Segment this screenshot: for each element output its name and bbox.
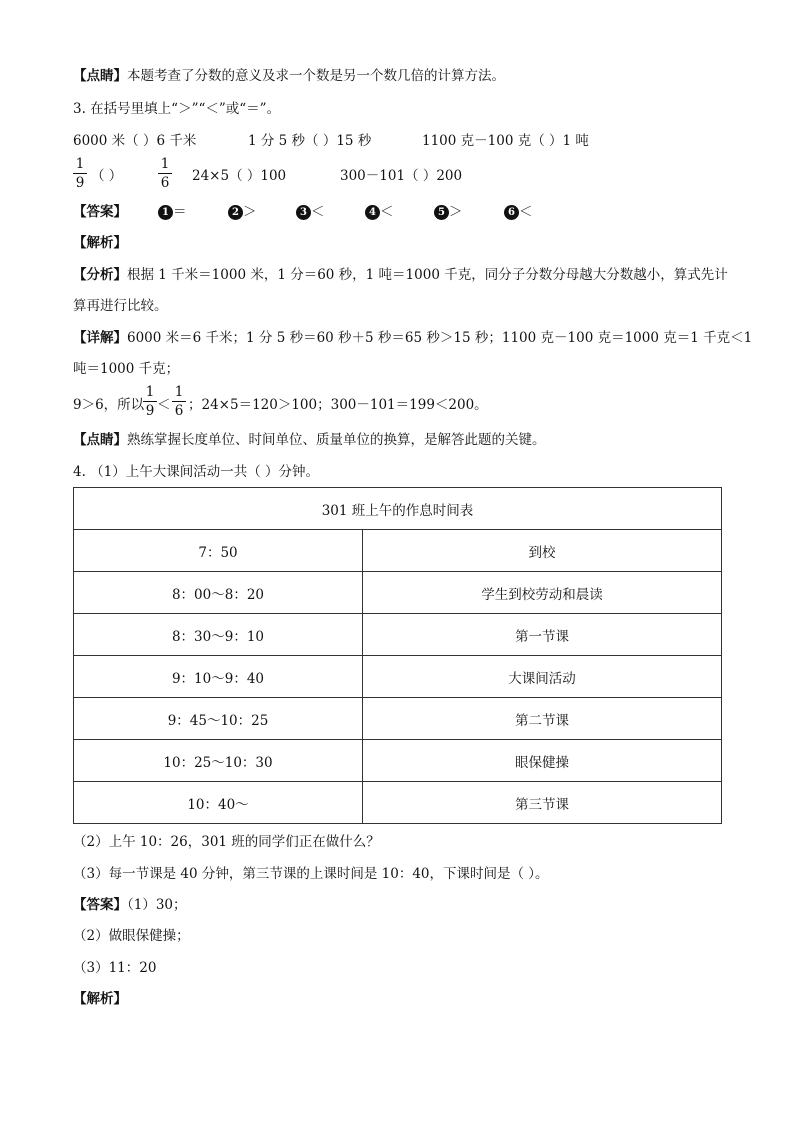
detail-fraction-one-ninth (143, 384, 157, 419)
detail-less-than: ＜ (157, 397, 171, 413)
fraction-numerator: 1 (160, 156, 170, 172)
time-cell: 9：45～10：25 (74, 698, 363, 740)
fraction-denominator: 9 (75, 175, 85, 191)
q3-detail-line-3-pre: 9＞6，所以 (73, 397, 145, 413)
answer-symbol: ＜ (380, 204, 394, 220)
fraction-bar (172, 401, 186, 402)
answer-symbol: ＞ (449, 204, 463, 220)
answer-label: 【答案】 (73, 204, 127, 220)
q2-tip-line (73, 67, 505, 85)
table-title-row (74, 488, 722, 530)
time-cell: 9：10～9：40 (74, 656, 363, 698)
activity-cell: 学生到校劳动和晨读 (363, 572, 722, 614)
fraction-numerator: 1 (174, 384, 184, 400)
fraction-bar (158, 173, 172, 174)
q4-sub3: （3）每一节课是 40 分钟，第三节课的上课时间是 10：40，下课时间是（ ）。 (73, 866, 549, 882)
q3-item-5: 24×5（ ）100 (192, 168, 287, 184)
q4-jiexi-label: 【解析】 (73, 991, 127, 1007)
answer-symbol: ＜ (519, 204, 533, 220)
answer-6 (504, 203, 533, 221)
answer-text: （1）30； (127, 897, 187, 913)
table-row (74, 698, 722, 740)
circled-number: 1 (158, 205, 173, 220)
circled-number: 6 (504, 205, 519, 220)
circled-number: 5 (434, 205, 449, 220)
tip-label: 【点睛】 (73, 432, 127, 448)
answer-symbol: ＞ (243, 204, 257, 220)
fraction-numerator: 1 (75, 156, 85, 172)
answer-5 (434, 203, 463, 221)
q4-answer-line-2: （2）做眼保健操； (73, 928, 190, 944)
q3-fraction-one-sixth (158, 156, 172, 191)
q4-sub2: （2）上午 10：26，301 班的同学们正在做什么？ (73, 834, 380, 850)
fraction-denominator: 6 (160, 175, 170, 191)
answer-4 (365, 203, 394, 221)
table-row (74, 572, 722, 614)
circled-number: 3 (296, 205, 311, 220)
q4-answer-line-3: （3）11：20 (73, 960, 157, 976)
time-cell: 10：40～ (74, 782, 363, 824)
q4-answer-line-1 (73, 896, 187, 914)
activity-cell: 第一节课 (363, 614, 722, 656)
tip-text: 本题考查了分数的意义及求一个数是另一个数几倍的计算方法。 (127, 68, 505, 84)
fraction-bar (73, 173, 87, 174)
time-cell: 8：30～9：10 (74, 614, 363, 656)
q3-analysis-line-2: 算再进行比较。 (73, 298, 168, 314)
q3-fraction-one-ninth (73, 156, 87, 191)
answer-3 (296, 203, 325, 221)
detail-text: 6000 米＝6 千米；1 分 5 秒＝60 秒＋5 秒＝65 秒＞15 秒；1100 克－100 克＝1000 克＝1 千克＜1 (127, 330, 753, 346)
q4-prompt: 4. （1）上午大课间活动一共（ ）分钟。 (73, 464, 320, 480)
activity-cell: 第二节课 (363, 698, 722, 740)
activity-cell: 眼保健操 (363, 740, 722, 782)
answer-symbol: ＝ (173, 204, 187, 220)
fraction-denominator: 9 (145, 403, 155, 419)
detail-label: 【详解】 (73, 330, 127, 346)
q3-detail-line-1 (73, 329, 752, 347)
q3-detail-line-3-post: ；24×5＝120＞100；300－101＝199＜200。 (188, 397, 488, 413)
table-row (74, 740, 722, 782)
answer-1 (158, 203, 187, 221)
tip-text: 熟练掌握长度单位、时间单位、质量单位的换算，是解答此题的关键。 (127, 432, 546, 448)
time-cell: 10：25～10：30 (74, 740, 363, 782)
q3-item-4-blank: （ ） (91, 168, 123, 184)
answer-2 (228, 203, 257, 221)
q3-item-3: 1100 克－100 克（ ）1 吨 (422, 133, 589, 149)
table-row (74, 656, 722, 698)
activity-cell: 第三节课 (363, 782, 722, 824)
circled-number: 4 (365, 205, 380, 220)
answer-symbol: ＜ (311, 204, 325, 220)
q3-analysis-line-1 (73, 266, 728, 284)
time-cell: 7：50 (74, 530, 363, 572)
q3-item-2: 1 分 5 秒（ ）15 秒 (248, 133, 372, 149)
q3-prompt: 3. 在括号里填上“＞”“＜”或“＝”。 (73, 101, 281, 117)
activity-cell: 大课间活动 (363, 656, 722, 698)
table-title: 301 班上午的作息时间表 (74, 488, 722, 530)
q3-detail-line-2: 吨＝1000 千克； (73, 361, 180, 377)
fraction-denominator: 6 (174, 403, 184, 419)
tip-label: 【点睛】 (73, 68, 127, 84)
q3-item-1: 6000 米（ ）6 千米 (73, 133, 197, 149)
q3-jiexi-label: 【解析】 (73, 235, 127, 251)
table-row (74, 614, 722, 656)
fraction-bar (143, 401, 157, 402)
q3-tip-line (73, 431, 546, 449)
schedule-table (73, 487, 722, 824)
activity-cell: 到校 (363, 530, 722, 572)
circled-number: 2 (228, 205, 243, 220)
time-cell: 8：00～8：20 (74, 572, 363, 614)
q3-answer-line (73, 203, 127, 221)
analysis-label: 【分析】 (73, 267, 127, 283)
answer-label: 【答案】 (73, 897, 127, 913)
q3-item-6: 300－101（ ）200 (340, 168, 463, 184)
fraction-numerator: 1 (145, 384, 155, 400)
analysis-text: 根据 1 千米＝1000 米，1 分＝60 秒，1 吨＝1000 千克，同分子分数分母越大分数越小，算式先计 (127, 267, 728, 283)
detail-fraction-one-sixth (172, 384, 186, 419)
table-row (74, 782, 722, 824)
table-row (74, 530, 722, 572)
